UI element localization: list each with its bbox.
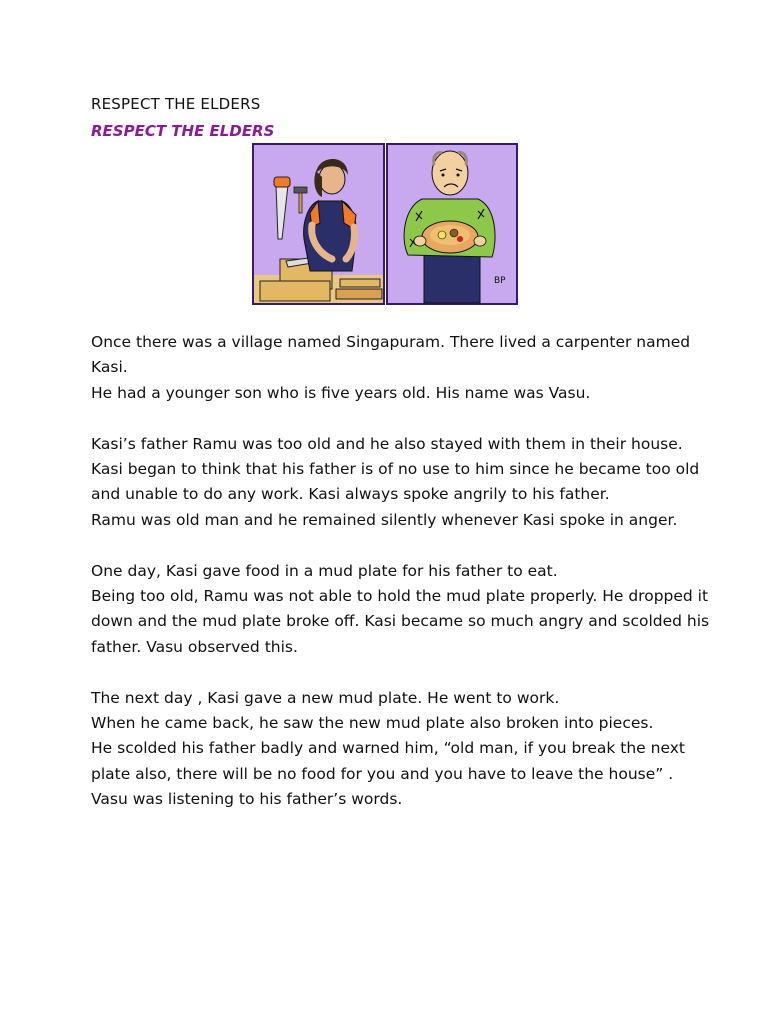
paragraph-gap — [91, 406, 711, 431]
paragraph: The next day , Kasi gave a new mud plate. He went to work. — [91, 688, 560, 707]
paragraph: When he came back, he saw the new mud plate also broken into pieces. — [91, 714, 654, 733]
paragraph: Kasi began to think that his father is of no use to him since he became too old and unable to do any work. Kasi always spoke angrily to his father. — [91, 460, 700, 504]
story-body — [91, 330, 711, 813]
paragraph-gap — [91, 533, 711, 558]
paragraph: Kasi’s father Ramu was too old and he also stayed with them in their house. — [91, 434, 683, 453]
story-illustration — [252, 143, 518, 305]
paragraph: He scolded his father badly and warned him, “old man, if you break the next plate also, there will be no food for you and you have to leave the house” . Vasu was listening to his father’s words. — [91, 739, 685, 809]
old-man-holding-plate-illustration — [387, 144, 517, 304]
paragraph-gap — [91, 660, 711, 685]
paragraph: Ramu was old man and he remained silently whenever Kasi spoke in anger. — [91, 510, 678, 529]
document-title: RESPECT THE ELDERS — [91, 95, 261, 113]
paragraph: Being too old, Ramu was not able to hold the mud plate properly. He dropped it down and the mud plate broke off. Kasi became so much angry and scolded his father. Vasu observed this. — [91, 587, 710, 656]
document-subtitle: RESPECT THE ELDERS — [91, 122, 275, 140]
paragraph: One day, Kasi gave food in a mud plate for his father to eat. — [91, 561, 558, 580]
paragraph: He had a younger son who is five years old. His name was Vasu. — [91, 383, 591, 402]
paragraph: Once there was a village named Singapuram. There lived a carpenter named Kasi. — [91, 333, 691, 377]
carpenter-sawing-wood-illustration — [253, 144, 384, 304]
svg-text:BP: BP — [494, 276, 506, 286]
